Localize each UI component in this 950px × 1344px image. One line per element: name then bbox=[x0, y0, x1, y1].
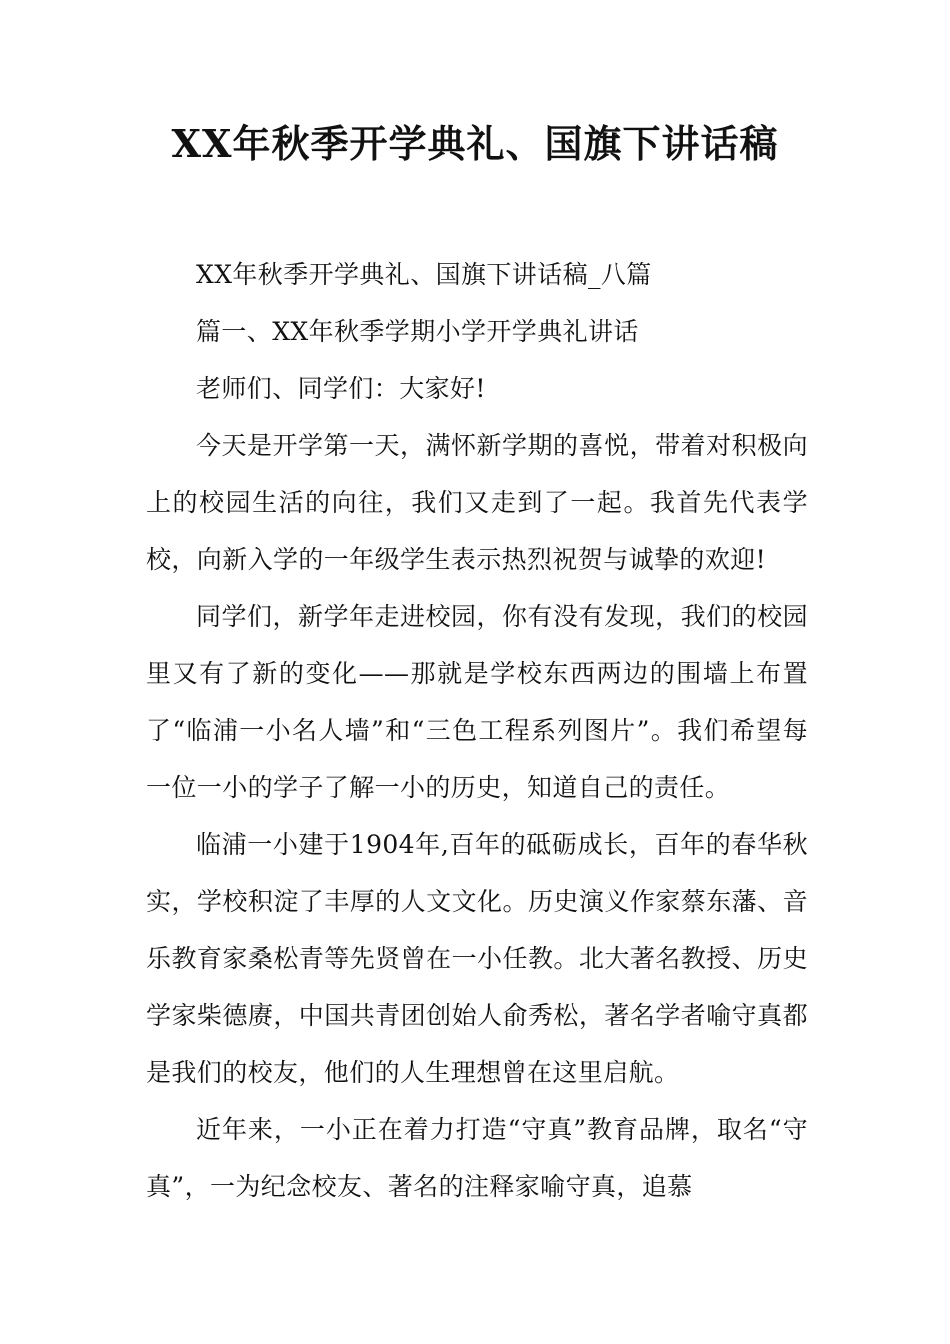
document-title: XX年秋季开学典礼、国旗下讲话稿 bbox=[171, 121, 779, 166]
body-paragraph: 近年来，一小正在着力打造“守真”教育品牌，取名“守真”，一为纪念校友、著名的注释家喻守真，追慕 bbox=[146, 1115, 808, 1201]
subtitle-paragraph: XX年秋季开学典礼、国旗下讲话稿_八篇 bbox=[196, 260, 652, 289]
document-body bbox=[146, 246, 808, 1215]
body-paragraph: 今天是开学第一天，满怀新学期的喜悦，带着对积极向上的校园生活的向往，我们又走到了一起。我首先代表学校，向新入学的一年级学生表示热烈祝贺与诚挚的欢迎! bbox=[146, 431, 808, 574]
greeting-paragraph: 老师们、同学们：大家好! bbox=[196, 374, 486, 403]
body-paragraph: 同学们，新学年走进校园，你有没有发现，我们的校园里又有了新的变化——那就是学校东西两边的围墙上布置了“临浦一小名人墙”和“三色工程系列图片”。我们希望每一位一小的学子了解一小的历史，知道自己的责任。 bbox=[146, 602, 808, 802]
section-heading: 篇一、XX年秋季学期小学开学典礼讲话 bbox=[196, 317, 639, 346]
body-paragraph: 临浦一小建于1904年,百年的砥砺成长，百年的春华秋实，学校积淀了丰厚的人文文化。历史演义作家蔡东藩、音乐教育家桑松青等先贤曾在一小任教。北大著名教授、历史学家柴德赓，中国共青团创始人俞秀松，著名学者喻守真都是我们的校友，他们的人生理想曾在这里启航。 bbox=[146, 830, 808, 1087]
